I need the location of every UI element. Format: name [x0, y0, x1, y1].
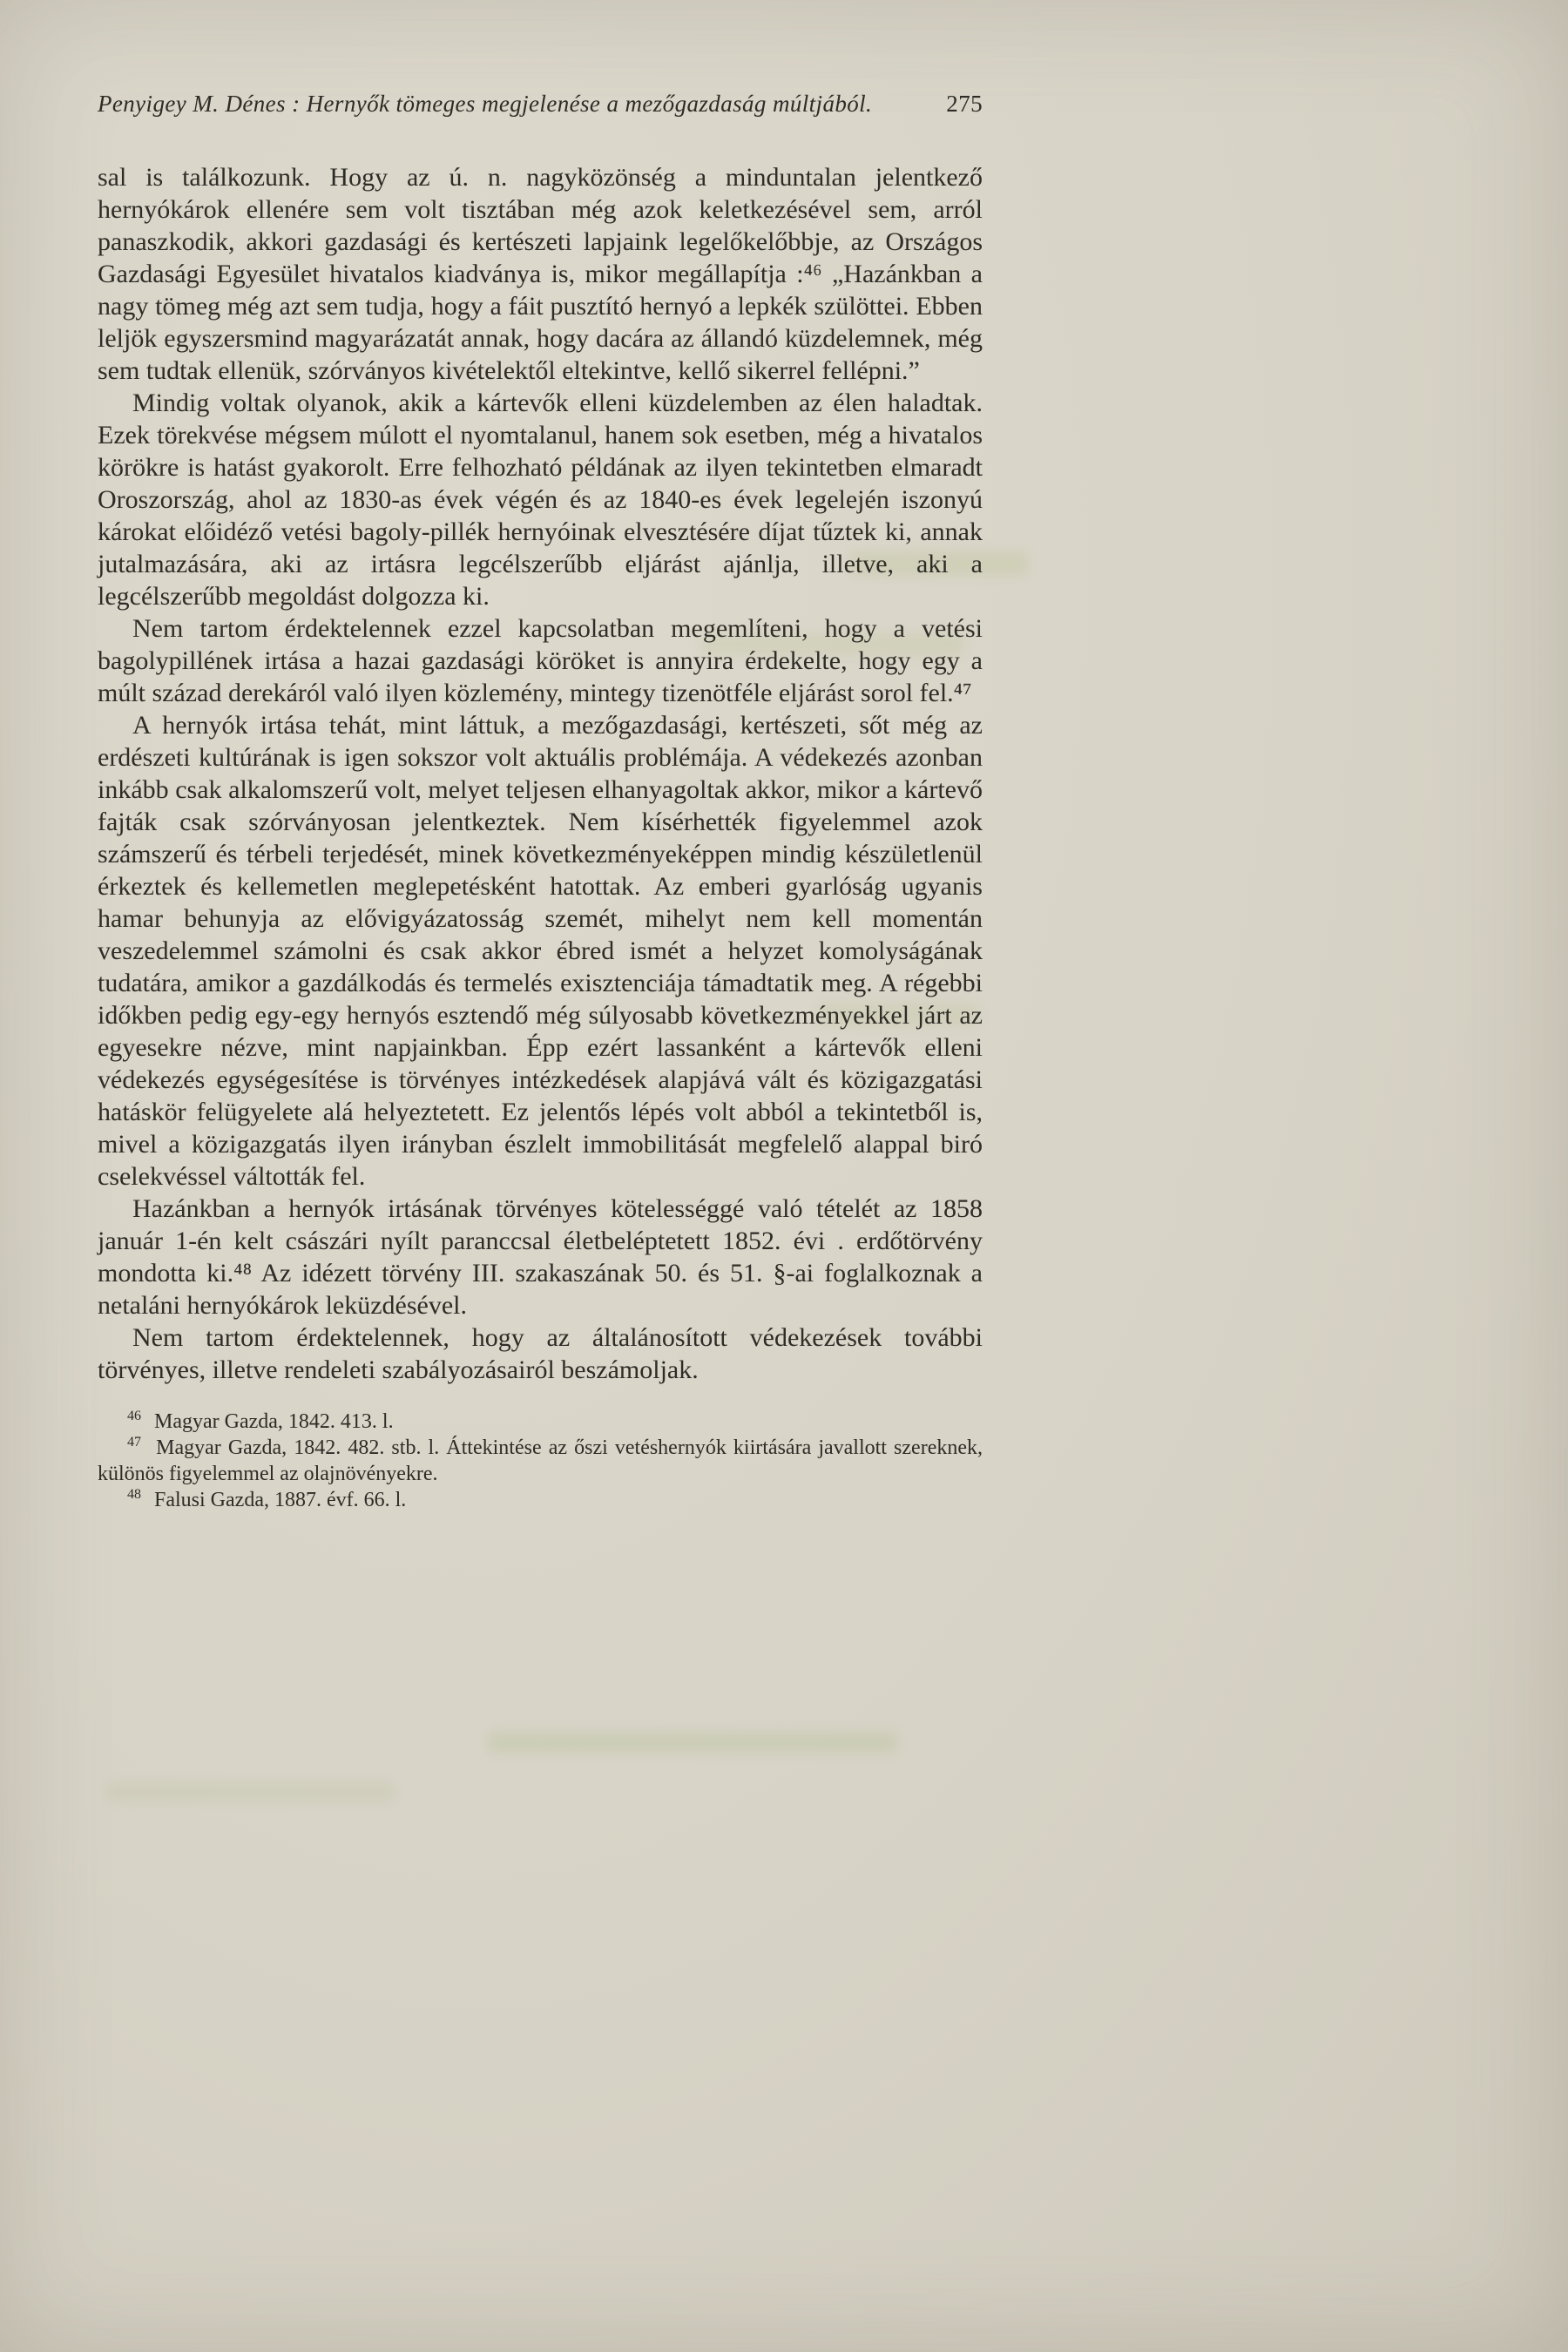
- text-block: [98, 91, 983, 1513]
- body-paragraph-6: Nem tartom érdektelennek, hogy az általánosított védekezések további törvényes, illetve rendeleti szabályozásairól beszámoljak.: [98, 1323, 983, 1384]
- footnote-46: [98, 1409, 983, 1435]
- body-paragraph-4: A hernyók irtása tehát, mint láttuk, a mezőgazdasági, kertészeti, sőt még az erdészeti kultúrának is igen sokszor volt aktuális problémája. A védekezés azonban inkább csak alkalomszerű volt, melyet teljesen elhanyagoltak akkor, mikor a kártevő fajták csak szórványosan jelentkeztek. Nem kísérhették figyelemmel azok számszerű és térbeli terjedését, minek következményeképpen mindig készületlenül érkeztek és kellemetlen meglepetésként hatottak. Az emberi gyarlóság ugyanis hamar behunyja az elővigyázatosság szemét, mihelyt nem kell momentán veszedelemmel számolni és csak akkor ébred ismét a helyzet komolyságának tudatára, amikor a gazdálkodás és termelés exisztenciája támadtatik meg. A régebbi időkben pedig egy-egy hernyós esztendő még súlyosabb következményekkel járt az egyesekre nézve, mint napjainkban. Épp ezért lassanként a kártevők elleni védekezés egységesítése is törvényes intézkedések alapjává vált és közigazgatási hatáskör felügyelete alá helyeztetett. Ez jelentős lépés volt abból a tekintetből is, mivel a közigazgatás ilyen irányban észlelt immobilitását megfelelő alappal biró cselekvéssel váltották fel.: [98, 711, 983, 1191]
- footnote-marker-48: 48: [127, 1487, 141, 1502]
- body-paragraph-5: Hazánkban a hernyók irtásának törvényes kötelességgé való tételét az 1858 január 1-én kelt császári nyílt paranccsal életbeléptetett 1852. évi . erdőtörvény mondotta ki.⁴⁸ Az idézett törvény III. szakaszának 50. és 51. §-ai foglalkoznak a netaláni hernyókárok leküzdésével.: [98, 1194, 983, 1320]
- footnote-48: [98, 1487, 983, 1513]
- footnote-text-46: Magyar Gazda, 1842. 413. l.: [154, 1410, 394, 1433]
- scan-artifact: [488, 1732, 897, 1753]
- running-header: [98, 91, 983, 118]
- page-number: 275: [946, 91, 983, 117]
- body-paragraph-2: Mindig voltak olyanok, akik a kártevők elleni küzdelemben az élen haladtak. Ezek törekvése mégsem múlott el nyomtalanul, hanem sok esetben, még a hivatalos körökre is hatást gyakorolt. Erre felhozható példának az ilyen tekintetben elmaradt Oroszország, ahol az 1830-as évek végén és az 1840-es évek legelején iszonyú károkat előidéző vetési bagoly-pillék hernyóinak elvesztésére díjat tűztek ki, annak jutalmazására, aki az irtásra legcélszerűbb eljárást ajánlja, illetve, aki a legcélszerűbb megoldást dolgozza ki.: [98, 389, 983, 611]
- body-text: [98, 161, 983, 1386]
- scan-artifact: [106, 1782, 394, 1801]
- footnote-text-48: Falusi Gazda, 1887. évf. 66. l.: [154, 1489, 407, 1511]
- running-title: Penyigey M. Dénes : Hernyők tömeges megjelenése a mezőgazdaság múltjából.: [98, 91, 873, 117]
- footnote-marker-46: 46: [127, 1409, 141, 1423]
- footnote-text-47: Magyar Gazda, 1842. 482. stb. l. Áttekintése az őszi vetéshernyók kiirtására javallott szereknek, különös figyelemmel az olajnövényekre.: [98, 1436, 983, 1485]
- footnotes-section: [98, 1409, 983, 1513]
- body-paragraph-1: sal is találkozunk. Hogy az ú. n. nagyközönség a minduntalan jelentkező hernyókárok ellenére sem volt tisztában még azok keletkezésével sem, arról panaszkodik, akkori gazdasági és kertészeti lapjaink legelőkelőbbje, az Országos Gazdasági Egyesület hivatalos kiadványa is, mikor megállapítja :⁴⁶ „Hazánkban a nagy tömeg még azt sem tudja, hogy a fáit pusztító hernyó a lepkék szülöttei. Ebben leljök egyszersmind magyarázatát annak, hogy dacára az állandó küzdelemnek, még sem tudtak ellenük, szórványos kivételektől eltekintve, kellő sikerrel fellépni.”: [98, 163, 983, 385]
- footnote-47: [98, 1435, 983, 1487]
- footnote-marker-47: 47: [127, 1435, 141, 1450]
- body-paragraph-3: Nem tartom érdektelennek ezzel kapcsolatban megemlíteni, hogy a vetési bagolypillének irtása a hazai gazdasági köröket is annyira érdekelte, hogy egy a múlt század derekáról való ilyen közlemény, mintegy tizenötféle eljárást sorol fel.⁴⁷: [98, 614, 983, 707]
